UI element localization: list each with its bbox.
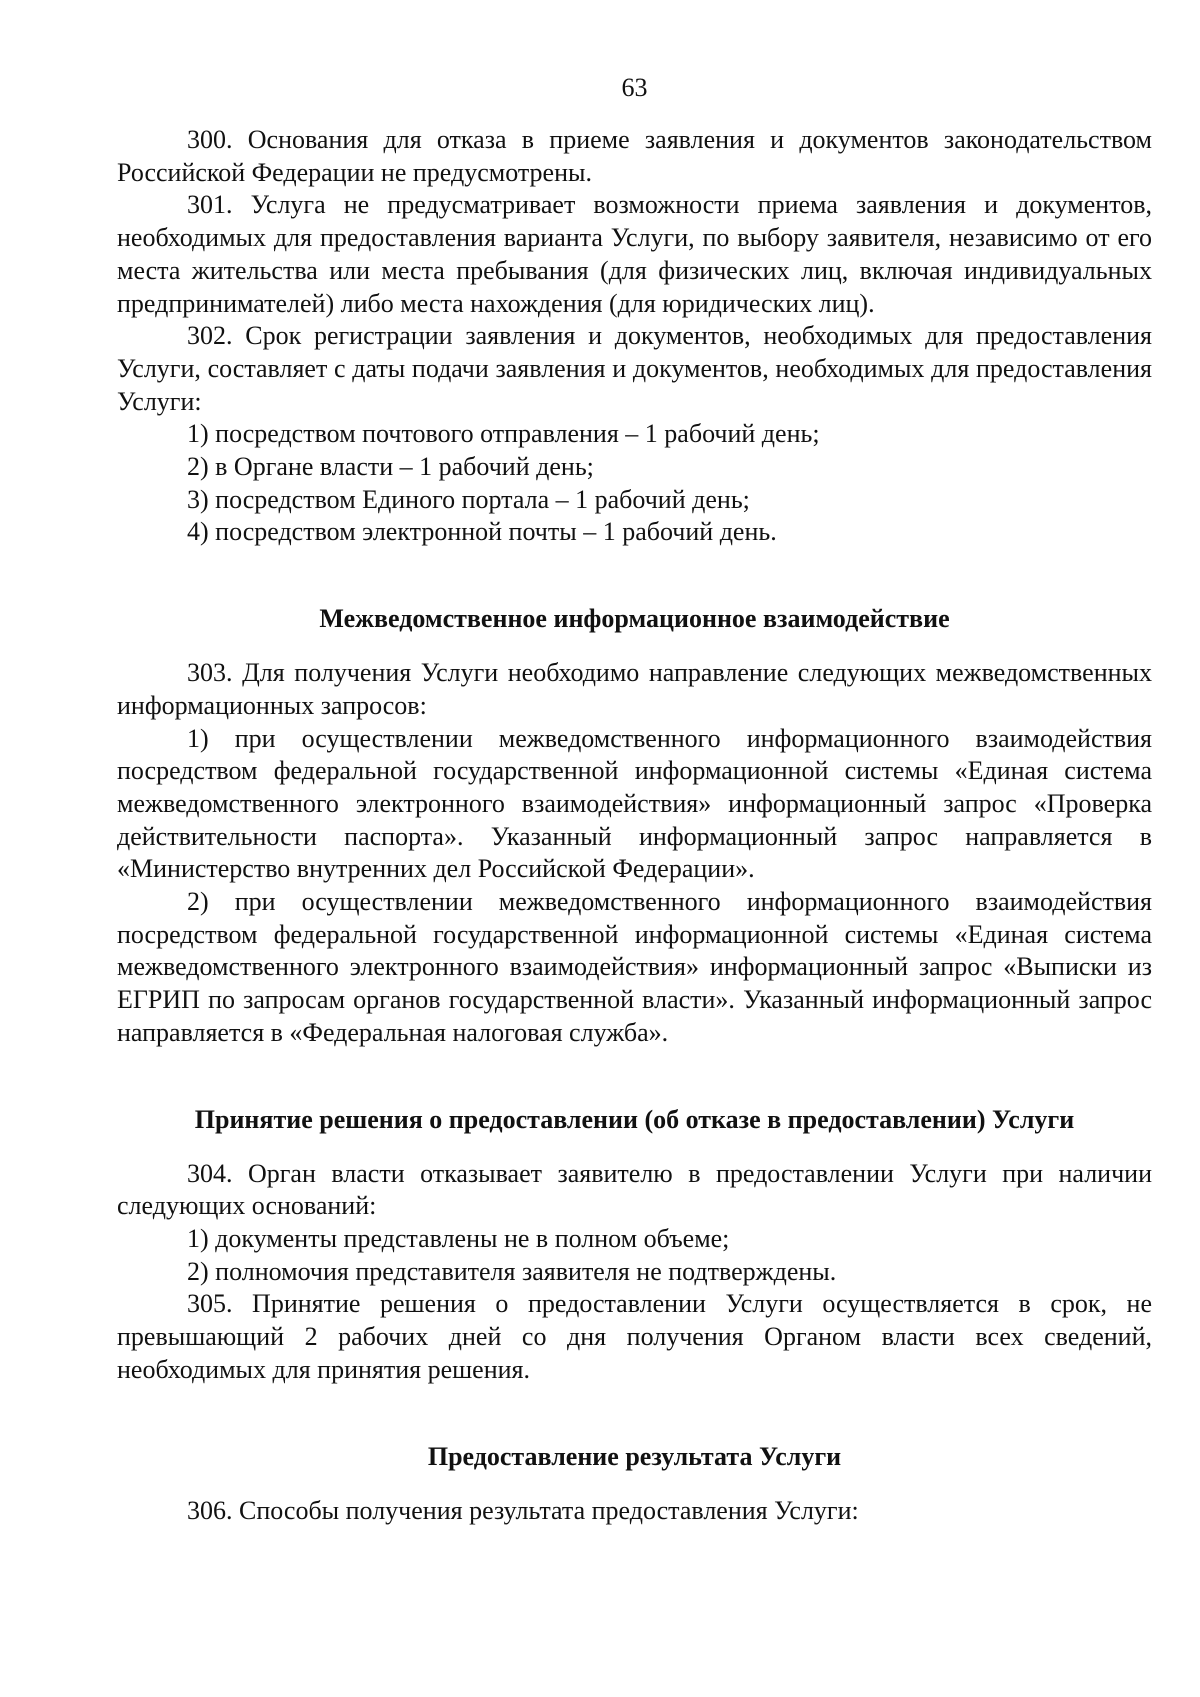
list-item-302-2: 2) в Органе власти – 1 рабочий день;	[187, 452, 594, 482]
section-heading-result: Предоставление результата Услуги	[427, 1441, 842, 1471]
paragraph-303: 303. Для получения Услуги необходимо направление следующих межведомственных информационных запросов:	[117, 658, 1152, 720]
list-item-304-1: 1) документы представлены не в полном объеме;	[187, 1223, 730, 1253]
spacer	[117, 1473, 1152, 1495]
spacer	[117, 1050, 1152, 1104]
list-item-303-2: 2) при осуществлении межведомственного информационного взаимодействия посредством федеральной государственной информационной системы «Единая система межведомственного электронного взаимодействия» информационный запрос «Выписки из ЕГРИП по запросам органов государственной власти». Указанный информационный запрос направляется в «Федеральная налоговая служба».	[117, 887, 1152, 1047]
section-heading-interagency: Межведомственное информационное взаимодействие	[319, 604, 950, 634]
document-page	[117, 72, 1152, 1527]
spacer	[117, 1387, 1152, 1441]
section-heading-decision: Принятие решения о предоставлении (об отказе в предоставлении) Услуги	[194, 1104, 1075, 1134]
spacer	[117, 549, 1152, 603]
list-item-302-4: 4) посредством электронной почты – 1 рабочий день.	[187, 517, 777, 547]
spacer	[117, 635, 1152, 657]
paragraph-305: 305. Принятие решения о предоставлении Услуги осуществляется в срок, не превышающий 2 рабочих дней со дня получения Органом власти всех сведений, необходимых для принятия решения.	[117, 1289, 1152, 1384]
list-item-304-2: 2) полномочия представителя заявителя не подтверждены.	[187, 1256, 837, 1286]
spacer	[117, 1136, 1152, 1158]
paragraph-306: 306. Способы получения результата предоставления Услуги:	[187, 1495, 859, 1525]
paragraph-301: 301. Услуга не предусматривает возможности приема заявления и документов, необходимых для предоставления варианта Услуги, по выбору заявителя, независимо от его места жительства или места пребывания (для физических лиц, включая индивидуальных предпринимателей) либо места нахождения (для юридических лиц).	[117, 190, 1152, 318]
paragraph-304: 304. Орган власти отказывает заявителю в предоставлении Услуги при наличии следующих оснований:	[117, 1158, 1152, 1221]
paragraph-300: 300. Основания для отказа в приеме заявления и документов законодательством Российской Федерации не предусмотрены.	[117, 125, 1152, 187]
page-number: 63	[621, 73, 648, 102]
paragraph-302: 302. Срок регистрации заявления и документов, необходимых для предоставления Услуги, составляет с даты подачи заявления и документов, необходимых для предоставления Услуги:	[117, 321, 1152, 416]
list-item-302-1: 1) посредством почтового отправления – 1 рабочий день;	[187, 419, 820, 449]
list-item-303-1: 1) при осуществлении межведомственного информационного взаимодействия посредством федеральной государственной информационной системы «Единая система межведомственного электронного взаимодействия» информационный запрос «Проверка действительности паспорта». Указанный информационный запрос направляется в «Министерство внутренних дел Российской Федерации».	[117, 723, 1152, 884]
list-item-302-3: 3) посредством Единого портала – 1 рабочий день;	[187, 484, 750, 514]
